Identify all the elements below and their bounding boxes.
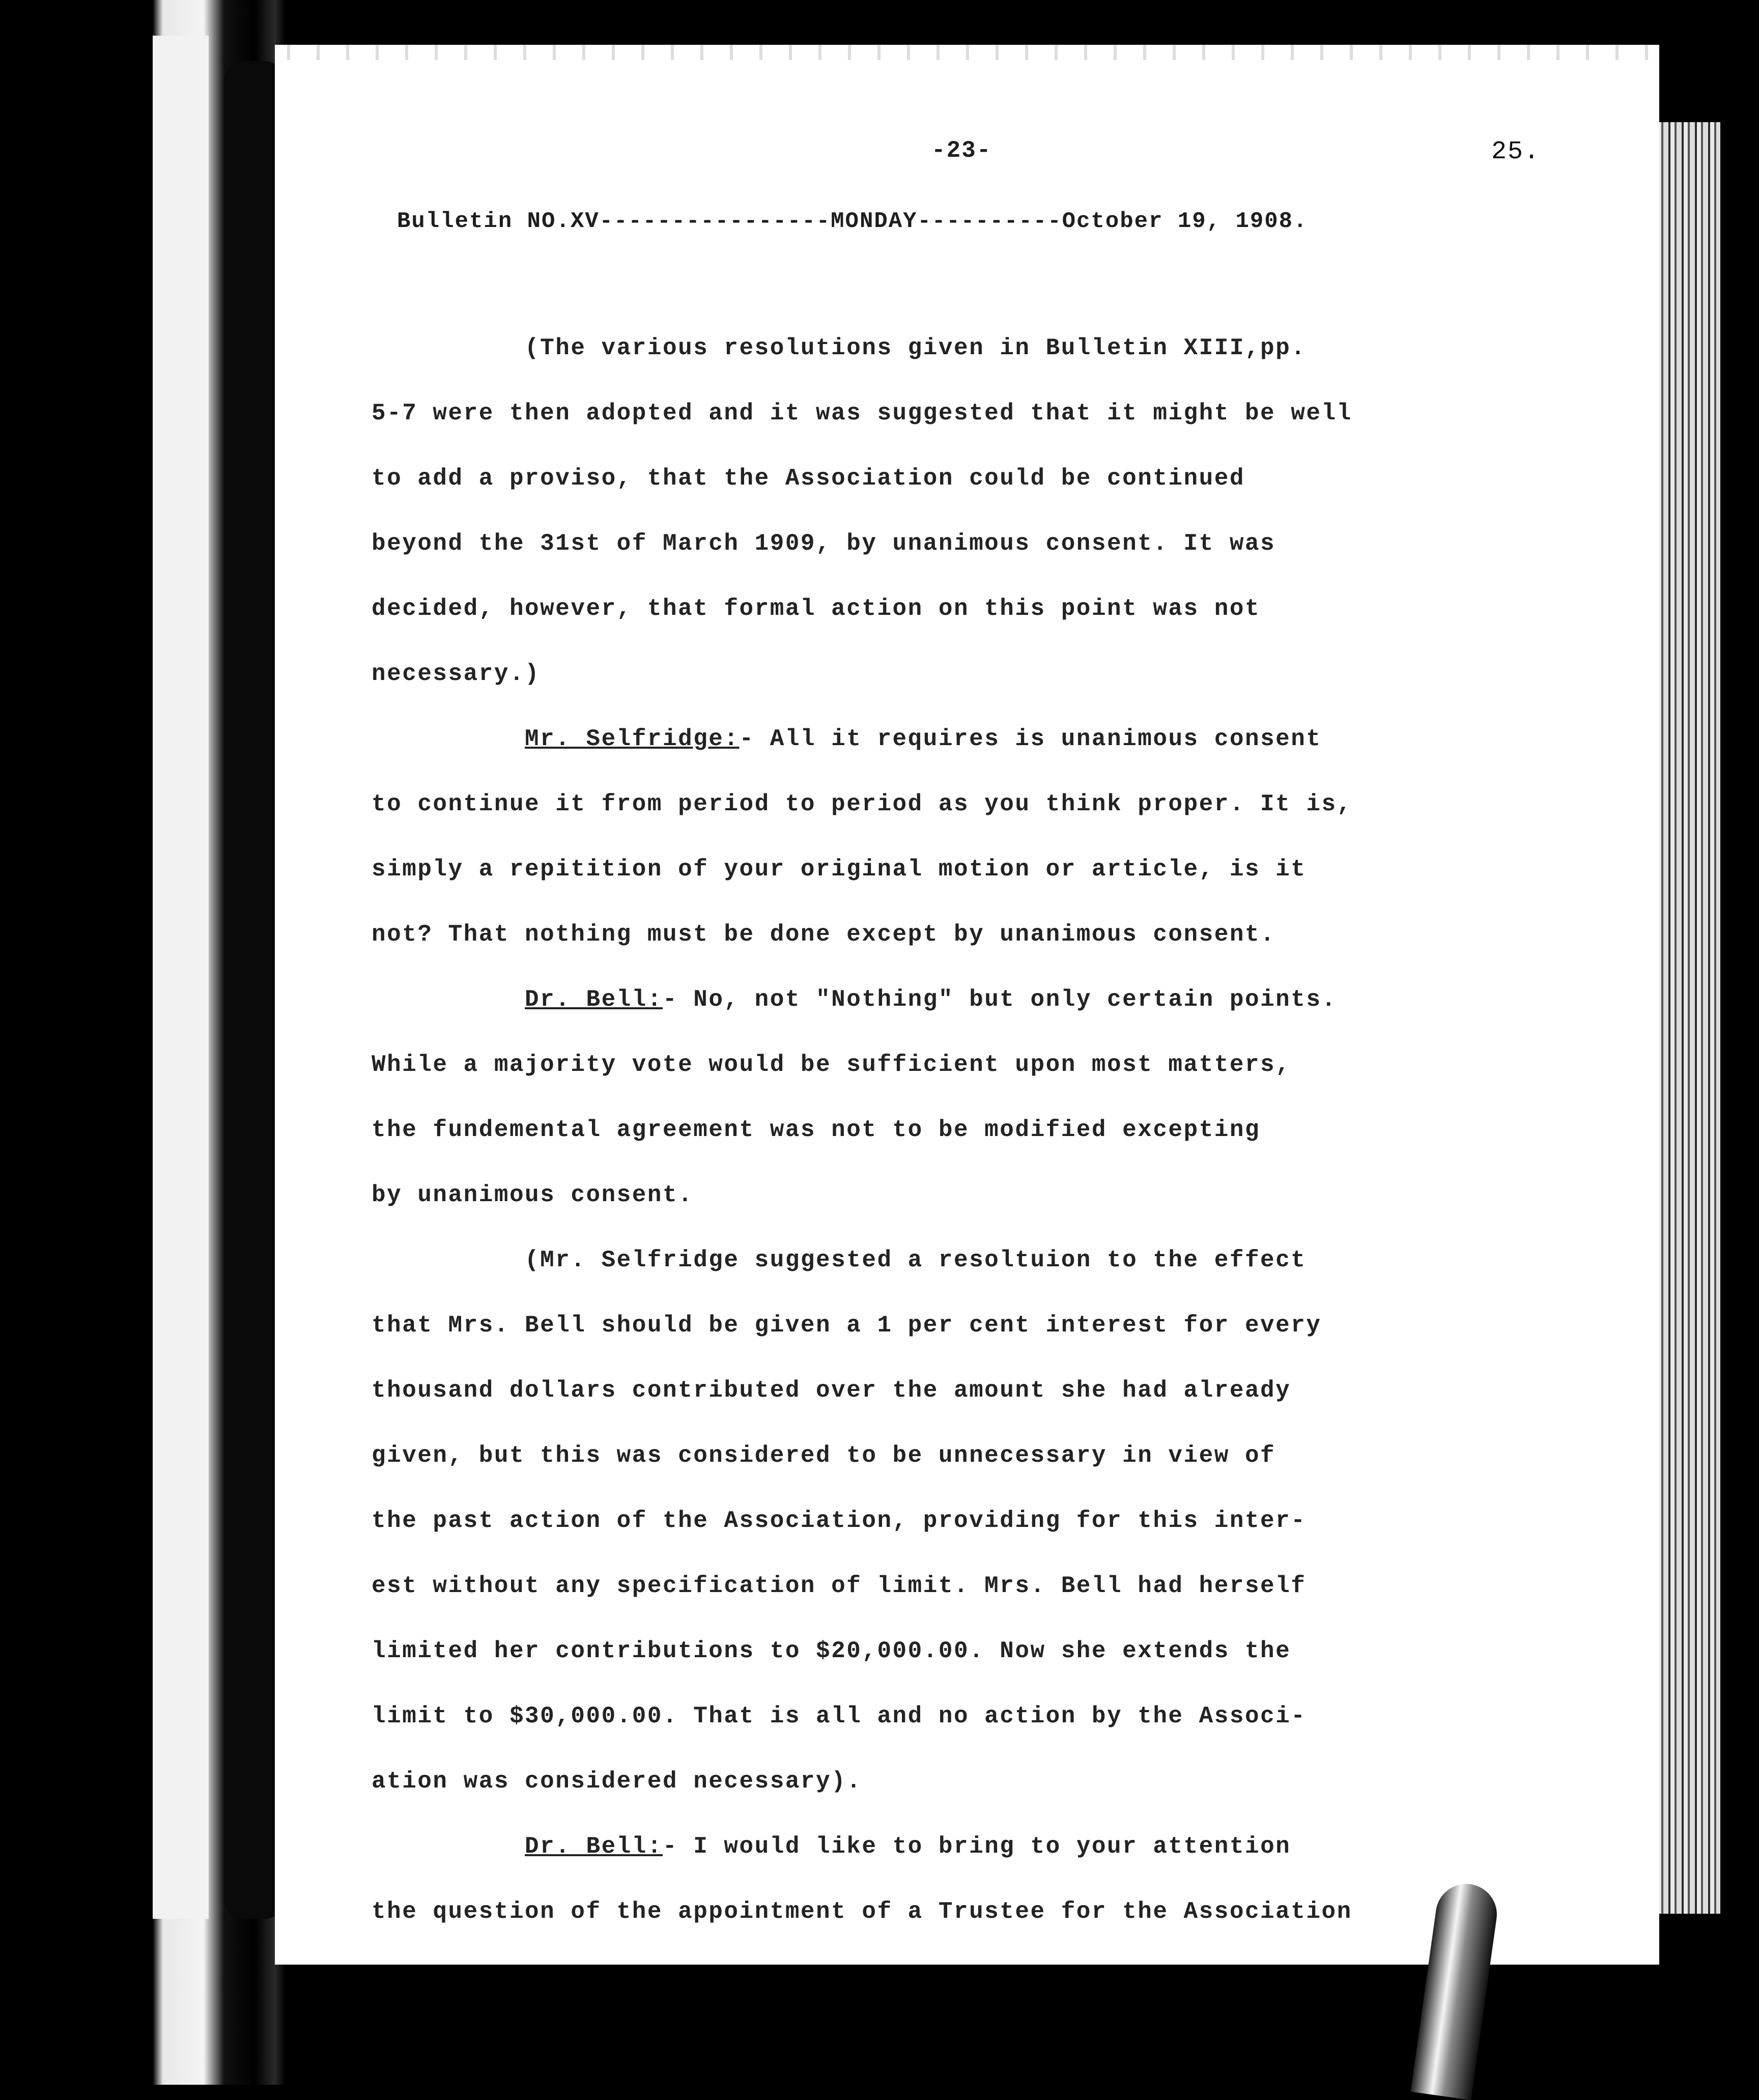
text-line: necessary.) [372,661,541,687]
text-line: to add a proviso, that the Association could be continued [372,465,1245,492]
speaker-text: - No, not "Nothing" but only certain points. [663,986,1337,1013]
page-number: 25. [1491,137,1541,166]
text-line: limit to $30,000.00. That is all and no action by the Associ- [372,1703,1307,1729]
text-line: (The various resolutions given in Bulletin XIII,pp. [372,335,1307,361]
text-line: ation was considered necessary). [372,1768,862,1795]
speaker-text: - All it requires is unanimous consent [739,726,1322,752]
text-line: est without any specification of limit. Mrs. Bell had herself [372,1573,1307,1599]
text-line: simply a repitition of your original motion or article, is it [372,856,1307,883]
bulletin-header: Bulletin NO.XV----------------MONDAY----------October 19, 1908. [397,209,1308,234]
text-line: limited her contributions to $20,000.00. Now she extends the [372,1638,1291,1664]
text-line: 5-7 were then adopted and it was suggested that it might be well [372,400,1352,427]
text-line: the question of the appointment of a Trustee for the Association [372,1898,1352,1925]
text-line: beyond the 31st of March 1909, by unanimous consent. It was [372,530,1276,557]
text-line: that Mrs. Bell should be given a 1 per cent interest for every [372,1312,1322,1339]
speaker-name: Mr. Selfridge: [525,726,740,752]
text-line: the past action of the Association, providing for this inter- [372,1508,1307,1534]
text-line: given, but this was considered to be unnecessary in view of [372,1442,1276,1469]
text-line: (Mr. Selfridge suggested a resoltuion to the effect [372,1247,1307,1273]
text-line: to continue it from period to period as you think proper. It is, [372,791,1352,817]
text-line: the fundemental agreement was not to be modified excepting [372,1117,1261,1143]
text-line: thousand dollars contributed over the amount she had already [372,1377,1291,1404]
document-body [372,316,1613,1944]
facing-page-edge [153,36,209,1919]
speaker-line [372,706,1613,772]
text-line: While a majority vote would be sufficient upon most matters, [372,1052,1291,1078]
page-torn-edge [275,45,1659,60]
speaker-line [372,1814,1613,1879]
speaker-name: Dr. Bell: [525,986,663,1013]
speaker-text: - I would like to bring to your attention [663,1833,1291,1860]
page-marker: -23- [931,137,992,164]
text-line: not? That nothing must be done except by unanimous consent. [372,921,1276,948]
text-line: decided, however, that formal action on this point was not [372,595,1261,622]
speaker-name: Dr. Bell: [525,1833,663,1860]
speaker-line [372,967,1613,1032]
text-line: by unanimous consent. [372,1182,694,1208]
